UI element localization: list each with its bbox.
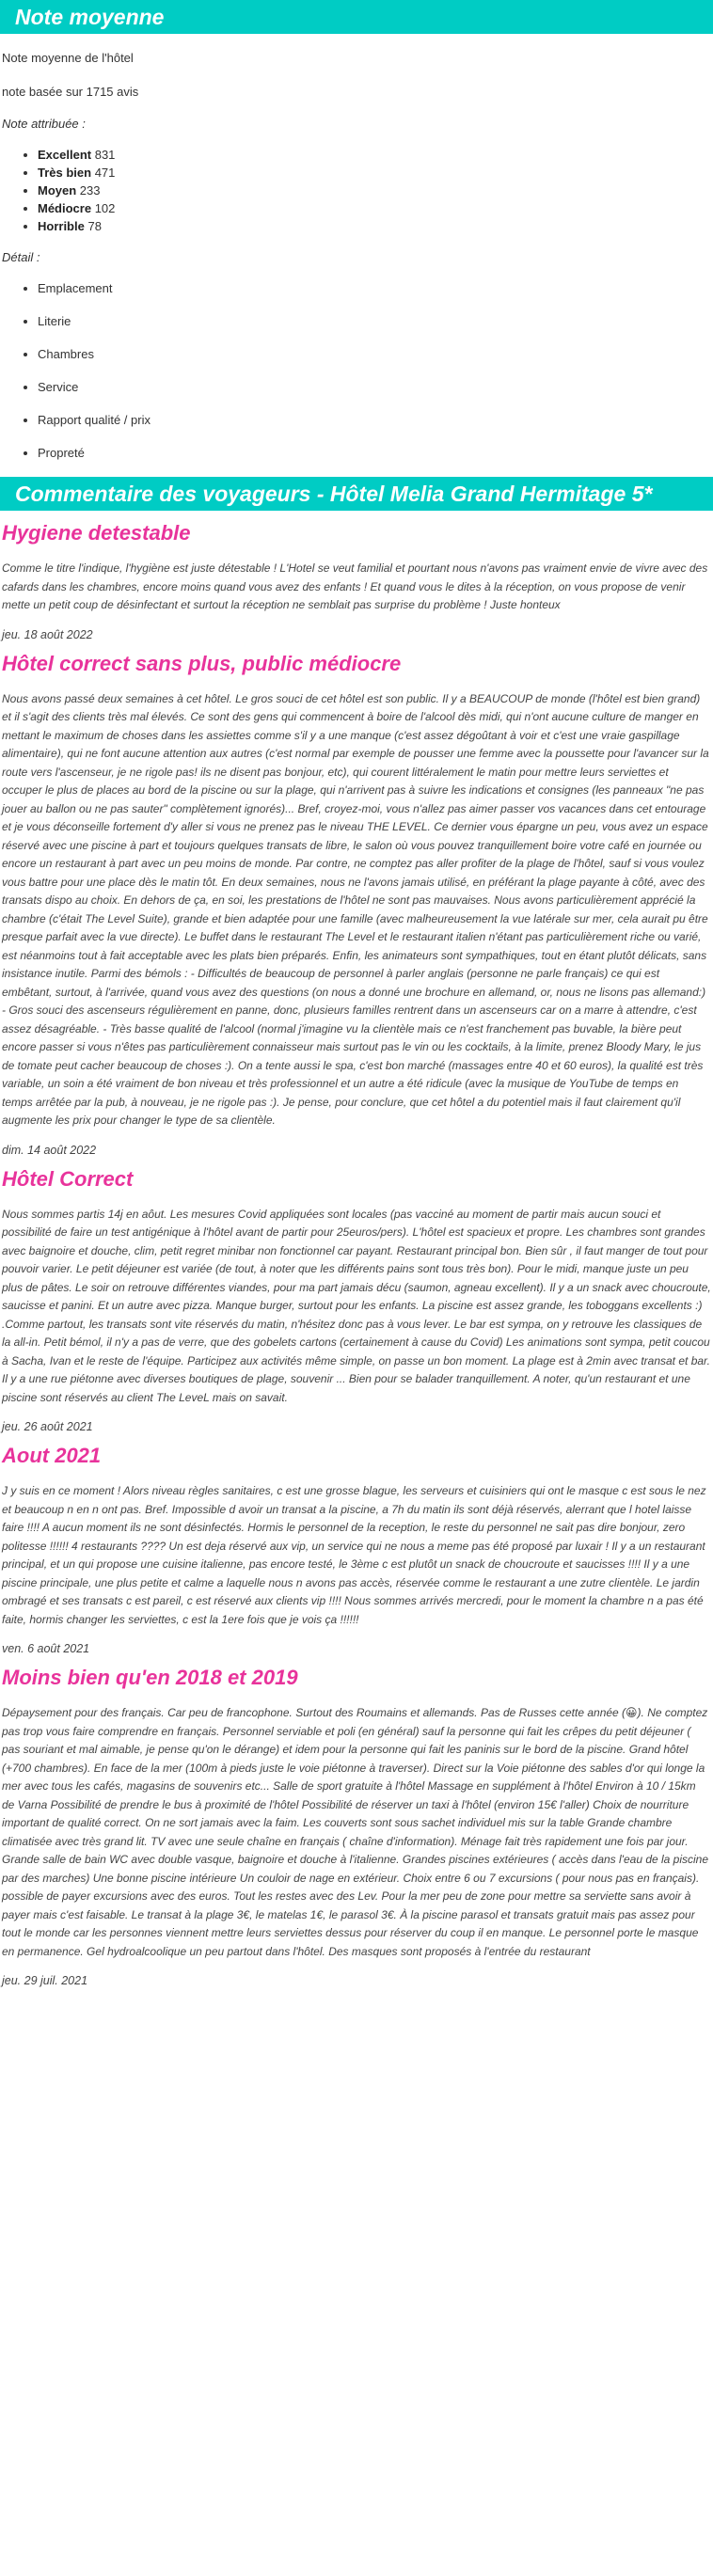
rating-item-excellent [38,146,711,164]
reviews-count: note basée sur 1715 avis [2,85,139,99]
rating-count: 471 [94,166,116,180]
review-item [0,1665,713,1987]
attributed-rating-label: Note attribuée : [2,117,86,131]
rating-label: Médiocre [38,201,92,215]
review-title: Moins bien qu'en 2018 et 2019 [2,1666,298,1689]
rating-item-terrible [38,217,711,235]
rating-label: Horrible [38,219,85,233]
detail-item-service: • Service [38,378,711,396]
section-header-average-rating: Note moyenne [0,0,713,34]
detail-item-value: • Rapport qualité / prix [38,411,711,429]
rating-item-poor [38,199,711,217]
review-date: dim. 14 août 2022 [2,1143,97,1157]
rating-breakdown-list [2,146,711,235]
rating-count: 102 [94,201,116,215]
review-item [0,520,713,641]
detail-label: Détail : [2,250,40,264]
review-body: Nous sommes partis 14j en aôut. Les mesures Covid appliquées sont locales (pas vacciné au moment de partir mais aucun souci et possibilité de faire un test antigénique à l'hôtel avant de partir pour 25euros/pers). L'hôtel est spacieux et propre. Les chambres sont grandes avec baignoire et douche, clim, petit regret minibar non fonctionnel car payant. Restaurant principal bon. Bien sûr , il faut manger de tout pour pouvoir varier. Le petit déjeuner est variée (de tout, à noter que les différents pains sont tous très bon). Pour le midi, manque juste un peu plus de pâtes. Le soir on retrouve différentes viandes, pour ma part jamais décu (saumon, agneau excellent). Il y a un snack avec choucroute, saucisse et panini. Et un autre avec pizza. Manque burger, surtout pour les enfants. La piscine est assez grande, les toboggans excellents :) .Comme partout, les transats sont vite réservés du matin, n'hésitez donc pas à vous lever. Le bar est sympa, on y retrouve les classiques de la all-in. Petit bémol, il n'y a pas de verre, que des gobelets cartons (certainement à cause du Covid) Les animations sont sympa, petit coucou à Sacha, Ivan et le reste de l'équipe. Participez aux activités même simple, on passe un bon moment. La plage est à 2min avec transat et bar. Il y a une rue piétonne avec diverses boutiques de plage, souvenir ... Bien pour se balader tranquillement. A noter, qu'un restaurant et une piscine sont réservés au client The LeveL mais on savait. [2,1207,711,1404]
detail-item-bedding: • Literie [38,312,711,330]
review-title: Hôtel correct sans plus, public médiocre [2,651,402,675]
rating-item-very-good [38,164,711,182]
review-date: jeu. 18 août 2022 [2,627,93,641]
hotel-rating-label: Note moyenne de l'hôtel [2,51,134,65]
review-item [0,1443,713,1655]
rating-label: Très bien [38,166,92,180]
review-title: Aout 2021 [2,1444,102,1467]
detail-criteria-list [2,279,711,462]
rating-label: Moyen [38,183,77,198]
rating-item-average [38,182,711,199]
review-body: Nous avons passé deux semaines à cet hôtel. Le gros souci de cet hôtel est son public. Il y a BEAUCOUP de monde (l'hôtel est bien grand) et il s'agit des clients très mal élevés. Ce sont des gens qui commencent à boire de l'alcool dès midi, qui n'ont aucune culture de manger en mettant le maximum de choses dans les assiettes comme s'il y a une manque (c'est assez dégoûtant à voir et c'est une vraie gaspillage alimentaire), qui ne font aucune attention aux autres (c'est normal par exemple de pousser une femme avec la poussette pour l'avancer sur la route vers l'ascenseur, je ne rigole pas! ils ne disent pas bonjour, etc), qui courent littéralement le matin pour mettre leurs serviettes et occuper le plus de places au bord de la piscine ou sur la plage, qui n'arrivent pas à suivre les indications et consignes (les panneaux "ne pas jouer au ballon ou ne pas sauter" complètement ignorés)... Bref, croyez-moi, vous n'allez pas aimer passer vos vacances dans cet entourage et je vous déconseille fortement d'y aller si vous ne prenez pas le niveau THE LEVEL. Ce dernier vous épargne un peu, vous avez un espace réservé avec une piscine à part et toujours quelques transats de libre, le salon où vous pouvez tranquillement boire votre café en journée ou encore un restaurant à part avec un peu moins de monde. Par contre, ne comptez pas aller profiter de la plage de l'hôtel, sauf si vous voulez vous battre pour une place dès le matin tôt. En deux semaines, nous ne l'avons jamais utilisé, en préférant la plage payante à côté, avec des transats dispo au choix. En dehors de ça, en soi, les prestations de l'hôtel ne sont pas mauvaises. Nous avons particulièrement apprécié la chambre (c'était The Level Suite), grande et bien adaptée pour une famille (avec malheureusement la vue latérale sur mer, cela aurait pu être presque parfait avec la vue directe). Le buffet dans le restaurant The Level et le restaurant italien n'étant pas particulièrement riche ou varié, est néanmoins tout à fait acceptable avec les plats bien préparés. Enfin, les animateurs sont sympathiques, tout en étant plutôt délicats, sans insistance inutile. Parmi des bémols : - Difficultés de beaucoup de personnel à parler anglais (personne ne parle français) ce qui est embêtant, surtout, à l'arrivée, quand vous avez des questions (on nous a donné une brochure en allemand, or, nous ne lisons pas allemand:) - Gros souci des ascenseurs régulièrement en panne, donc, plusieurs familles rentrent dans un ascenseurs car on a marre à attendre, c'est assez désagréable. - Très basse qualité de l'alcool (normal j'imagine vu la clientèle mais ce n'est franchement pas buvable, la bière peut encore passer si vous n'êtes pas particulièrement connaisseur mais surtout pas le vin ou les cocktails, à la limite, prenez Bloody Mary, le jus de tomate peut cacher beaucoup de choses :). On a tente aussi le spa, c'est bon marché (massages entre 40 et 60 euros), la qualité est très variable, un soin a été vraiment de bon niveau et très professionnel et un autre a été ridicule (avec la musique de YouTube de temps en temps arrêtée par la pub, à nouveau, je ne rigole pas :). Je pense, pour conclure, que cet hôtel a du potentiel mais il faut clairement qu'il augmente les prix pour changer le type de sa clientèle. [2,691,709,1127]
review-title: Hygiene detestable [2,521,191,545]
rating-label: Excellent [38,148,92,162]
review-item [0,1166,713,1434]
detail-item-location: • Emplacement [38,279,711,297]
review-item [0,651,713,1157]
review-date: ven. 6 août 2021 [2,1642,90,1655]
review-date: jeu. 29 juil. 2021 [2,1974,88,1987]
rating-summary [0,49,713,462]
detail-item-cleanliness: • Propreté [38,444,711,462]
review-title: Hôtel Correct [2,1166,134,1191]
review-body: Dépaysement pour des français. Car peu de francophone. Surtout des Roumains et allemands. Pas de Russes cette année (😀). Ne comptez pas trop vous faire comprendre en français. Personnel serviable et poli (en général) sauf la personne qui fait les crêpes du petit déjeuner ( pas souriant et mal aimable, je pense qu'on le dérange) et idem pour la personne qui fait les paninis sur le bord de la piscine. Grand hôtel (+700 chambres). En face de la mer (100m à pieds juste le voie piétonne à traverser). Direct sur la Voie piétonne des sables d'or qui longe la mer avec tous les cafés, magasins de souvenirs etc... Salle de sport gratuite à l'hôtel Massage en supplément à l'hôtel Environ à 10 / 15km de Varna Possibilité de prendre le bus à proximité de l'hôtel Possibilité de réserver un taxi à l'hôtel (environ 15€ l'aller) Choix de nourriture important de qualité correct. On ne sort jamais avec la faim. Les couverts sont sous sachet individuel mis sur la table Grande chambre climatisée avec très grand lit. TV avec une seule chaîne en français ( chaîne d'information). Ménage fait très rapidement une fois par jour. Grande salle de bain WC avec double vasque, baignoire et douche à l'italienne. Grandes piscines extérieures ( accès dans l'eau de la piscine par des marches) Une bonne piscine intérieure Un couloir de nage en extérieur. Choix entre 6 ou 7 excursions ( pour nous pas en français). possible de payer excursions avec des euros. Tout les restes avec des Lev. Pour la mer peu de zone pour mettre sa serviette sans avoir à payer mais c'est faisable. Le transat à la plage 3€, le matelas 1€, le parasol 3€. À la piscine parasol et transats gratuit mais pas assez pour tout le monde car les personnes viennent mettre leurs serviettes dessus pour réserver du coup il en manque. Le personnel porte le masque en permanence. Gel hydroalcoolique un peu partout dans l'hôtel. Des masques sont proposés à l'entrée du restaurant [2,1706,709,1958]
section-header-reviews: Commentaire des voyageurs - Hôtel Melia Grand Hermitage 5* [0,477,713,511]
rating-count: 78 [87,219,102,233]
rating-count: 831 [94,148,116,162]
rating-count: 233 [79,183,101,198]
review-body: Comme le titre l'indique, l'hygiène est juste détestable ! L'Hotel se veut familial et pourtant nous n'avons pas vraiment envie de vivre avec des cafards dans les chambres, encore moins quand vous avez des enfants ! Et quand vous le dites à la réception, on vous propose de venir mette un petit coup de désinfectant et surtout la réception ne semblait pas surprise du problème ! Juste honteux [2,561,708,611]
review-body: J y suis en ce moment ! Alors niveau règles sanitaires, c est une grosse blague, les serveurs et cuisiniers qui ont le masque c est sous le nez et beaucoup n en n ont pas. Bref. Impossible d avoir un transat a la piscine, a 7h du matin ils sont déjà réservés, alerrant que l hotel laisse faire !!!! A aucun moment ils ne sont désinfectés. Hormis le personnel de la reception, le reste du personnel ne sait pas dire bonjour, zero politesse !!!!!! 4 restaurants ???? Un est deja réservé aux vip, un service qui ne nous a meme pas été proposé par luxair ! Il y a un restaurant principal, et un qui propose une cuisine italienne, pas encore testé, le 3ème c est plutôt un snack de choucroute et saucisses !!!! Il y a une piscine principale, une plus petite et calme a laquelle nous n avons pas accès, réservée comme le restaurant a une zutre clientèle. Le jardin ombragé et ses transats c est pareil, c est réservé aux clients vip !!!! Nous sommes arrivés mercredi, pour le moment la chambre n a pas été faite, hormis changer les serviettes, c est la 1ere fois que je vois ça !!!!!! [2,1484,706,1626]
detail-item-rooms: • Chambres [38,345,711,363]
review-date: jeu. 26 août 2021 [2,1420,93,1433]
